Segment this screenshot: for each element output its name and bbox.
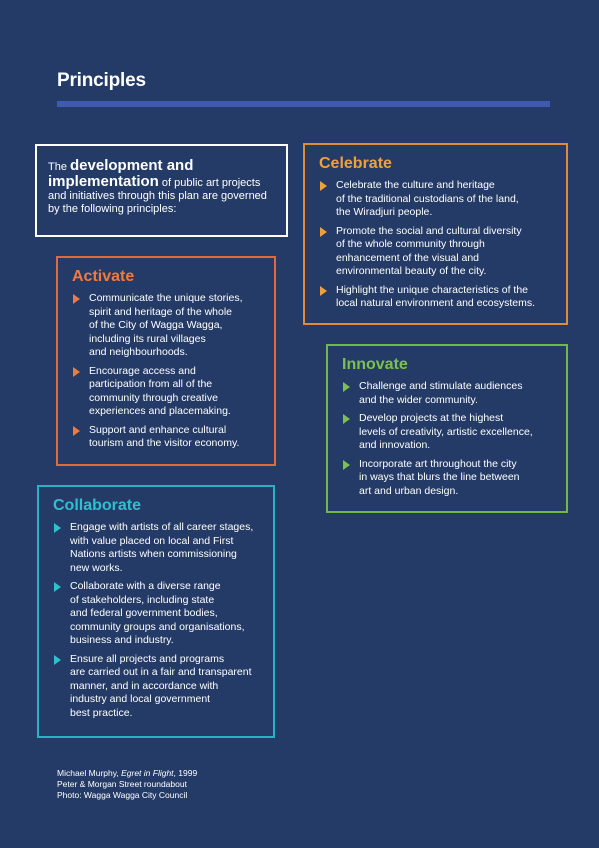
celebrate-heading: Celebrate (319, 155, 392, 172)
bullet-triangle-icon (320, 227, 327, 237)
list-item: Celebrate the culture and heritage of the traditional custodians of the land, the Wiradjuri people. (319, 179, 556, 220)
list-item: Ensure all projects and programs are carried out in a fair and transparent manner, and in accordance with industry and local government best practice. (53, 653, 263, 721)
bullet-triangle-icon (73, 426, 80, 436)
bullet-triangle-icon (343, 382, 350, 392)
page-title: Principles (57, 70, 146, 91)
bullet-triangle-icon (73, 294, 80, 304)
collaborate-card (37, 485, 275, 738)
activate-card (56, 256, 276, 466)
innovate-card (326, 344, 568, 513)
list-item: Challenge and stimulate audiences and the wider community. (342, 380, 556, 407)
bullet-triangle-icon (73, 367, 80, 377)
title-underline-bar (57, 101, 550, 107)
bullet-triangle-icon (54, 582, 61, 592)
bullet-triangle-icon (320, 286, 327, 296)
celebrate-card (303, 143, 568, 325)
list-item: Highlight the unique characteristics of the local natural environment and ecosystems. (319, 284, 556, 311)
bullet-triangle-icon (54, 655, 61, 665)
photo-caption (57, 768, 197, 801)
innovate-heading: Innovate (342, 356, 408, 373)
list-item: Collaborate with a diverse range of stakeholders, including state and federal government bodies, community groups and organisations, business and industry. (53, 580, 263, 648)
caption-photo-credit: Photo: Wagga Wagga City Council (57, 790, 188, 800)
caption-artwork-line: Michael Murphy, Egret in Flight, 1999 (57, 768, 198, 778)
list-item: Promote the social and cultural diversity of the whole community through enhancement of the visual and environmental beauty of the city. (319, 225, 556, 279)
intro-post: of public art projects and initiatives through this plan are governed by the following principles: (48, 177, 267, 215)
list-item: Incorporate art throughout the city in ways that blurs the line between art and urban design. (342, 458, 556, 499)
celebrate-list (319, 179, 556, 311)
activate-list (72, 292, 264, 451)
list-item: Communicate the unique stories, spirit and heritage of the whole of the City of Wagga Wagga, including its rural villages and neighbourhoods. (72, 292, 264, 360)
caption-location: Peter & Morgan Street roundabout (57, 779, 187, 789)
intro-box (35, 144, 288, 237)
list-item: Support and enhance cultural tourism and the visitor economy. (72, 424, 264, 451)
collaborate-heading: Collaborate (53, 497, 142, 514)
bullet-triangle-icon (54, 523, 61, 533)
bullet-triangle-icon (343, 460, 350, 470)
list-item: Develop projects at the highest levels of creativity, artistic excellence, and innovation. (342, 412, 556, 453)
bullet-triangle-icon (320, 181, 327, 191)
caption-work-title: Egret in Flight (121, 768, 174, 778)
list-item: Engage with artists of all career stages, with value placed on local and First Nations artists when commissioning new works. (53, 521, 263, 575)
list-item: Encourage access and participation from all of the community through creative experiences and placemaking. (72, 365, 264, 419)
bullet-triangle-icon (343, 414, 350, 424)
activate-heading: Activate (72, 268, 135, 285)
intro-bold: development and implementation (48, 157, 194, 190)
intro-pre: The (48, 161, 71, 173)
collaborate-list (53, 521, 263, 720)
innovate-list (342, 380, 556, 498)
